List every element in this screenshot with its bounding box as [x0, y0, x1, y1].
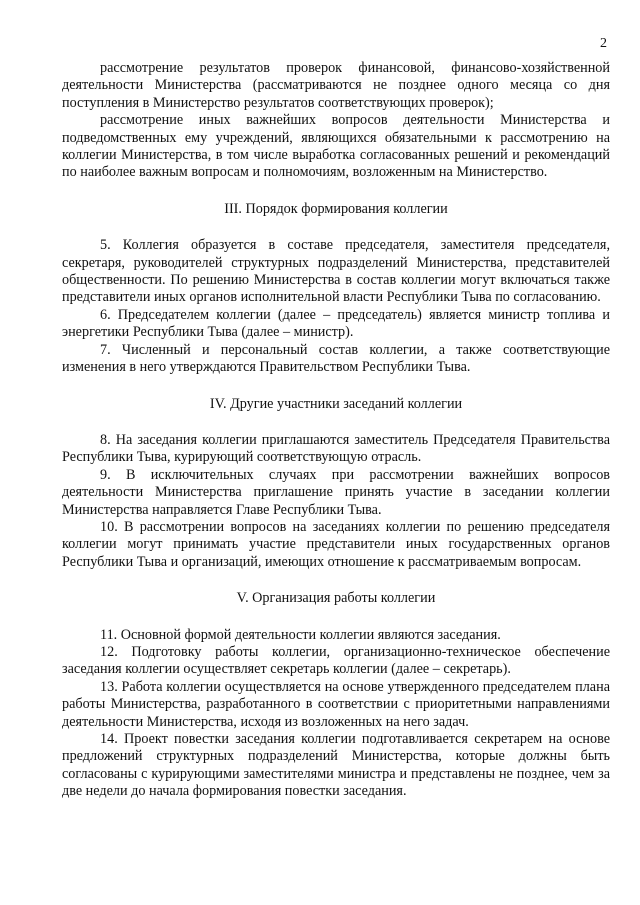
paragraph-6: 6. Председателем коллегии (далее – председатель) является министр топлива и энергетики Республики Тыва (далее – министр).: [62, 306, 610, 341]
paragraph-14: 14. Проект повестки заседания коллегии подготавливается секретарем на основе предложений структурных подразделений Министерства, которые должны быть согласованы с курирующими заместителями министра и представлены не позднее, чем за две недели до начала формирования повестки заседания.: [62, 731, 610, 800]
paragraph-7: 7. Численный и персональный состав коллегии, а также соответствующие изменения в него утверждаются Правительством Республики Тыва.: [62, 341, 610, 376]
page-content: [62, 60, 610, 801]
section-5-title: V. Организация работы коллегии: [236, 590, 436, 607]
paragraph-9: 9. В исключительных случаях при рассмотрении важнейших вопросов деятельности Министерства приглашение принять участие в заседании коллегии Министерства направляется Главе Республики Тыва.: [62, 466, 610, 518]
paragraph-8: 8. На заседания коллегии приглашаются заместитель Председателя Правительства Республики Тыва, курирующий соответствующую отрасль.: [62, 431, 610, 466]
section-4-title: IV. Другие участники заседаний коллегии: [209, 395, 463, 412]
intro-paragraph: рассмотрение иных важнейших вопросов деятельности Министерства и подведомственных ему учреждений, являющихся обязательными к рассмотрению на коллегии Министерства, в том числе выработка согласованных решений и рекомендаций по наиболее важным вопросам и полномочиям, возложенным на Министерство.: [62, 112, 610, 181]
paragraph-11: 11. Основной формой деятельности коллегии являются заседания.: [100, 626, 501, 643]
paragraph-10: 10. В рассмотрении вопросов на заседаниях коллегии по решению председателя коллегии могут принимать участие представители иных государственных органов Республики Тыва и организаций, имеющих отношение к рассматриваемым вопросам.: [62, 518, 610, 570]
paragraph-5: 5. Коллегия образуется в составе председателя, заместителя председателя, секретаря, руководителей структурных подразделений Министерства, представителей общественности. По решению Министерства в состав коллегии могут включаться также представители иных органов исполнительной власти Республики Тыва по согласованию.: [62, 237, 610, 306]
intro-paragraph: рассмотрение результатов проверок финансовой, финансово-хозяйственной деятельности Министерства (рассматриваются не позднее одного месяца со дня поступления в Министерство результатов соответствующих проверок);: [62, 60, 610, 111]
page-number: 2: [600, 36, 607, 51]
paragraph-13: 13. Работа коллегии осуществляется на основе утвержденного председателем плана работы Министерства, разработанного в соответствии с приоритетными направлениями деятельности Министерства, исходя из возложенных на него задач.: [62, 678, 610, 730]
section-3-title: III. Порядок формирования коллегии: [224, 200, 448, 217]
paragraph-12: 12. Подготовку работы коллегии, организационно-техническое обеспечение заседания коллегии осуществляет секретарь коллегии (далее – секретарь).: [62, 643, 610, 678]
